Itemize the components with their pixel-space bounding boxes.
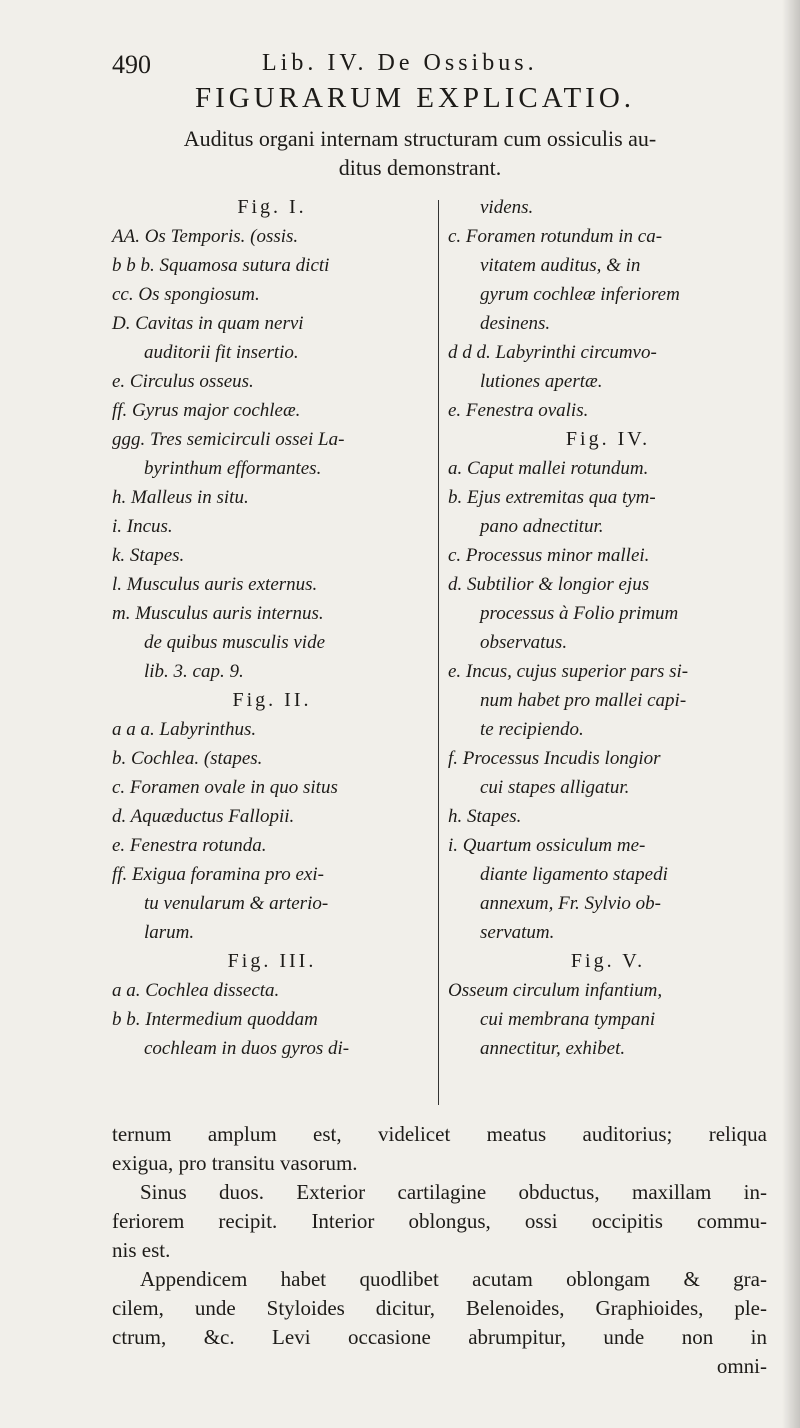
legend-line: diante ligamento stapedi xyxy=(480,864,668,885)
body-line: Appendicem habet quodlibet acutam oblongam & gra- xyxy=(140,1267,767,1291)
legend-line: lutiones apertæ. xyxy=(480,371,603,392)
subtitle-line: Auditus organi internam structuram cum ossiculis au- xyxy=(183,126,657,151)
legend-line: b. Cochlea. (stapes. xyxy=(112,748,263,769)
legend-line: d d d. Labyrinthi circumvo- xyxy=(448,342,657,363)
page-edge-shadow xyxy=(782,0,800,1428)
legend-line: ff. Exigua foramina pro exi- xyxy=(112,864,324,885)
running-head: Lib. IV. De Ossibus. xyxy=(262,50,538,76)
legend-line: annectitur, exhibet. xyxy=(480,1038,626,1059)
section-title: FIGURARUM EXPLICATIO. xyxy=(194,82,636,114)
legend-line: cui stapes alligatur. xyxy=(480,777,630,798)
legend-line: d. Aquæductus Fallopii. xyxy=(112,806,295,827)
legend-line: auditorii fit insertio. xyxy=(144,342,299,363)
legend-line: h. Stapes. xyxy=(448,806,522,827)
legend-line: e. Fenestra ovalis. xyxy=(448,400,589,421)
column-divider xyxy=(438,200,439,1105)
legend-line: l. Musculus auris externus. xyxy=(112,574,318,595)
legend-line: b. Ejus extremitas qua tym- xyxy=(448,487,656,508)
body-line: Sinus duos. Exterior cartilagine obductus, maxillam in- xyxy=(140,1180,767,1204)
legend-line: ff. Gyrus major cochleæ. xyxy=(112,400,301,421)
legend-line: e. Fenestra rotunda. xyxy=(112,835,267,856)
legend-line: cc. Os spongiosum. xyxy=(112,284,260,305)
body-line: omni- xyxy=(716,1354,767,1378)
legend-line: h. Malleus in situ. xyxy=(112,487,249,508)
legend-line: c. Foramen ovale in quo situs xyxy=(112,777,338,798)
legend-line: m. Musculus auris internus. xyxy=(112,603,324,624)
legend-line: vitatem auditus, & in xyxy=(480,255,641,276)
legend-line: e. Circulus osseus. xyxy=(112,371,254,392)
legend-line: cui membrana tympani xyxy=(480,1009,656,1030)
legend-line: cochleam in duos gyros di- xyxy=(144,1038,350,1059)
figure-heading: Fig. IV. xyxy=(565,428,651,450)
legend-line: c. Processus minor mallei. xyxy=(448,545,650,566)
legend-line: observatus. xyxy=(480,632,568,653)
body-line: ternum amplum est, videlicet meatus auditorius; reliqua xyxy=(112,1122,767,1146)
body-line: ctrum, &c. Levi occasione abrumpitur, unde non in xyxy=(112,1325,767,1349)
legend-line: i. Incus. xyxy=(112,516,173,537)
page-header xyxy=(112,50,712,86)
legend-line: d. Subtilior & longior ejus xyxy=(448,574,650,595)
body-text xyxy=(112,1120,767,1381)
legend-line: gyrum cochleæ inferiorem xyxy=(480,284,680,305)
legend-line: byrinthum efformantes. xyxy=(144,458,322,479)
figure-heading: Fig. II. xyxy=(232,689,312,711)
legend-line: num habet pro mallei capi- xyxy=(480,690,687,711)
legend-line: de quibus musculis vide xyxy=(144,632,326,653)
figure-heading: Fig. V. xyxy=(570,950,646,972)
body-line: feriorem recipit. Interior oblongus, ossi occipitis commu- xyxy=(112,1209,767,1233)
legend-line: videns. xyxy=(480,197,534,218)
subtitle-line: ditus demonstrant. xyxy=(338,155,502,180)
legend-line: tu venularum & arterio- xyxy=(144,893,329,914)
right-column xyxy=(448,193,768,1063)
section-subtitle xyxy=(110,124,730,182)
legend-line: b b b. Squamosa sutura dicti xyxy=(112,255,330,276)
legend-line: a. Caput mallei rotundum. xyxy=(448,458,649,479)
figure-heading: Fig. III. xyxy=(227,950,317,972)
legend-line: k. Stapes. xyxy=(112,545,185,566)
legend-line: a a a. Labyrinthus. xyxy=(112,719,257,740)
legend-line: b b. Intermedium quoddam xyxy=(112,1009,318,1030)
legend-line: te recipiendo. xyxy=(480,719,584,740)
body-line: cilem, unde Styloides dicitur, Belenoides, Graphioides, ple- xyxy=(112,1296,767,1320)
legend-line: f. Processus Incudis longior xyxy=(448,748,661,769)
legend-line: AA. Os Temporis. (ossis. xyxy=(112,226,299,247)
legend-line: processus à Folio primum xyxy=(480,603,679,624)
legend-line: larum. xyxy=(144,922,195,943)
body-line: exigua, pro transitu vasorum. xyxy=(112,1151,358,1175)
figure-heading: Fig. I. xyxy=(237,196,307,218)
left-column xyxy=(112,193,432,1063)
legend-line: servatum. xyxy=(480,922,555,943)
page-number: 490 xyxy=(112,50,151,79)
body-line: nis est. xyxy=(112,1238,171,1262)
legend-line: i. Quartum ossiculum me- xyxy=(448,835,646,856)
legend-line: e. Incus, cujus superior pars si- xyxy=(448,661,689,682)
legend-line: Osseum circulum infantium, xyxy=(448,980,663,1001)
legend-line: desinens. xyxy=(480,313,551,334)
legend-line: annexum, Fr. Sylvio ob- xyxy=(480,893,661,914)
legend-line: c. Foramen rotundum in ca- xyxy=(448,226,663,247)
legend-line: ggg. Tres semicirculi ossei La- xyxy=(112,429,345,450)
legend-line: lib. 3. cap. 9. xyxy=(144,661,244,682)
legend-line: a a. Cochlea dissecta. xyxy=(112,980,280,1001)
legend-line: D. Cavitas in quam nervi xyxy=(112,313,304,334)
legend-line: pano adnectitur. xyxy=(480,516,604,537)
